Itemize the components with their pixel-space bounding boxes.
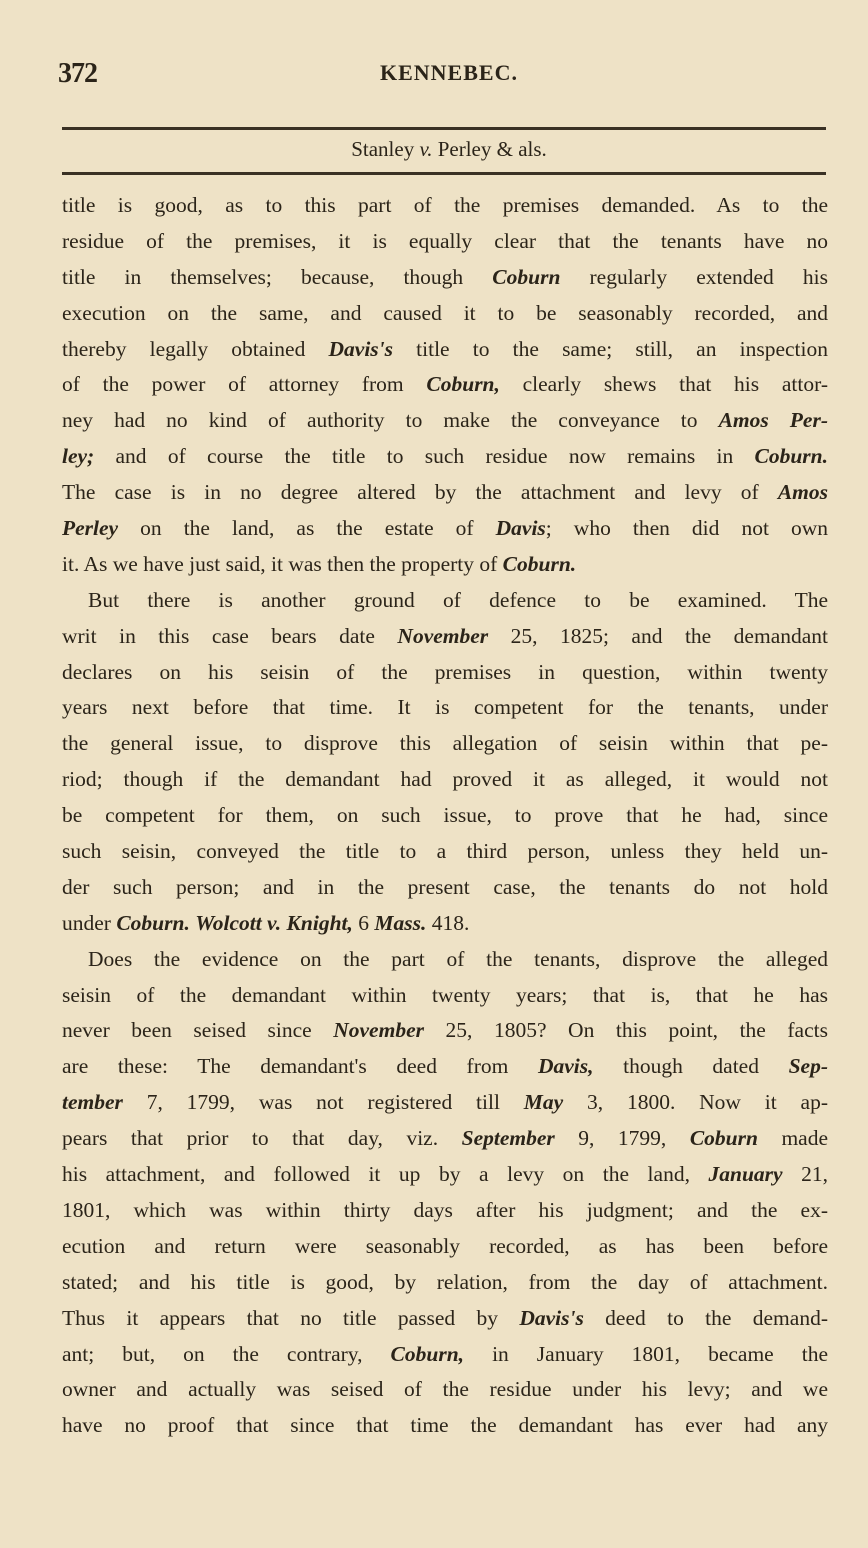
italic-text: Coburn, bbox=[390, 1341, 465, 1366]
text-segment: 3, 1800. Now it ap- bbox=[563, 1090, 828, 1115]
italic-text: May bbox=[523, 1090, 564, 1115]
text-segment: made bbox=[757, 1126, 829, 1151]
text-line bbox=[62, 1265, 828, 1301]
text-segment: ecution and return were seasonably recorded, as has been before bbox=[62, 1233, 828, 1258]
text-segment: residue of the premises, it is equally clear that the tenants have no bbox=[62, 228, 828, 253]
text-segment: writ in this case bears date bbox=[62, 623, 398, 648]
text-line bbox=[62, 690, 828, 726]
text-segment: deed to the demand- bbox=[583, 1305, 828, 1330]
text-segment: thereby legally obtained bbox=[62, 336, 329, 361]
text-line bbox=[62, 655, 828, 691]
text-segment: 6 bbox=[352, 910, 375, 935]
text-line bbox=[62, 367, 828, 403]
italic-text: Davis, bbox=[537, 1054, 594, 1079]
text-line bbox=[62, 439, 828, 475]
text-segment: title is good, as to this part of the premises demanded. As to the bbox=[62, 193, 828, 217]
italic-text: Amos bbox=[777, 480, 828, 505]
text-line bbox=[62, 906, 828, 942]
text-line bbox=[62, 1337, 828, 1373]
page-number: 372 bbox=[58, 58, 97, 89]
text-segment: though dated bbox=[593, 1054, 789, 1079]
text-segment: are these: The demandant's deed from bbox=[62, 1054, 538, 1079]
text-segment: in January 1801, became the bbox=[464, 1341, 828, 1366]
italic-text: November bbox=[397, 623, 489, 648]
top-rule bbox=[62, 127, 826, 130]
text-segment: owner and actually was seised of the residue under his levy; and we bbox=[62, 1377, 828, 1402]
italic-text: Sep- bbox=[788, 1054, 828, 1079]
italic-text: Mass. bbox=[374, 910, 427, 935]
italic-text: Coburn bbox=[492, 264, 561, 289]
text-line bbox=[62, 403, 828, 439]
text-segment: ney had no kind of authority to make the conveyance to bbox=[62, 408, 719, 433]
text-line bbox=[62, 188, 828, 224]
text-line bbox=[62, 726, 828, 762]
text-line bbox=[62, 332, 828, 368]
text-segment: regularly extended his bbox=[560, 264, 828, 289]
text-line bbox=[62, 296, 828, 332]
text-line bbox=[62, 1013, 828, 1049]
text-line bbox=[62, 583, 828, 619]
text-segment: be competent for them, on such issue, to prove that he had, since bbox=[62, 803, 828, 828]
text-line bbox=[62, 1408, 828, 1444]
text-segment: But there is another ground of defence to be examined. The bbox=[88, 587, 828, 612]
text-segment: Does the evidence on the part of the tenants, disprove the alleged bbox=[88, 946, 828, 971]
italic-text: Davis's bbox=[519, 1305, 584, 1330]
text-segment: ant; but, on the contrary, bbox=[62, 1341, 391, 1366]
running-head: KENNEBEC. bbox=[380, 60, 518, 85]
text-segment: of the power of attorney from bbox=[62, 372, 427, 397]
italic-text: Coburn. bbox=[116, 910, 190, 935]
text-line bbox=[62, 547, 828, 583]
italic-text: Davis bbox=[495, 516, 546, 541]
text-segment: 418. bbox=[426, 910, 470, 935]
text-line bbox=[62, 619, 828, 655]
case-title-defendant: Perley & als. bbox=[432, 137, 547, 161]
text-segment: the general issue, to disprove this allegation of seisin within that pe- bbox=[62, 731, 828, 756]
italic-text: Wolcott v. Knight, bbox=[195, 910, 353, 935]
text-segment: and of course the title to such residue now remains in bbox=[94, 444, 755, 469]
text-segment: stated; and his title is good, by relation, from the day of attachment. bbox=[62, 1269, 828, 1294]
italic-text: September bbox=[461, 1126, 555, 1151]
text-segment: pears that prior to that day, viz. bbox=[62, 1126, 462, 1151]
text-segment: years next before that time. It is competent for the tenants, under bbox=[62, 695, 828, 720]
italic-text: Amos Per- bbox=[718, 408, 829, 433]
text-line bbox=[62, 1049, 828, 1085]
text-segment: Thus it appears that no title passed by bbox=[62, 1305, 520, 1330]
text-segment: der such person; and in the present case, the tenants do not hold bbox=[62, 874, 828, 899]
italic-text: Coburn. bbox=[754, 444, 828, 469]
case-title-versus: v. bbox=[419, 137, 433, 161]
text-segment: The case is in no degree altered by the attachment and levy of bbox=[62, 480, 778, 505]
italic-text: Perley bbox=[62, 516, 119, 541]
italic-text: November bbox=[333, 1018, 424, 1043]
italic-text: Coburn bbox=[689, 1126, 758, 1151]
text-line bbox=[62, 1372, 828, 1408]
text-segment: it. As we have just said, it was then the property of bbox=[62, 551, 503, 576]
body-text bbox=[62, 188, 828, 1444]
italic-text: Davis's bbox=[328, 336, 393, 361]
text-segment: 9, 1799, bbox=[554, 1126, 690, 1151]
text-segment: under bbox=[62, 910, 117, 935]
text-line bbox=[62, 942, 828, 978]
text-line bbox=[62, 798, 828, 834]
text-line bbox=[62, 1301, 828, 1337]
italic-text: January bbox=[708, 1162, 783, 1187]
italic-text: tember bbox=[62, 1090, 123, 1115]
text-segment: have no proof that since that time the demandant has ever had any bbox=[62, 1413, 828, 1438]
text-segment: 25, 1805? On this point, the facts bbox=[423, 1018, 828, 1043]
text-line bbox=[62, 1085, 828, 1121]
bottom-rule bbox=[62, 172, 826, 175]
text-segment: 7, 1799, was not registered till bbox=[122, 1090, 524, 1115]
text-line bbox=[62, 834, 828, 870]
case-title bbox=[0, 137, 868, 162]
text-segment: title to the same; still, an inspection bbox=[393, 336, 828, 361]
italic-text: Coburn. bbox=[502, 551, 577, 576]
italic-text: Coburn, bbox=[426, 372, 500, 397]
text-segment: on the land, as the estate of bbox=[118, 516, 496, 541]
text-line bbox=[62, 224, 828, 260]
text-segment: such seisin, conveyed the title to a third person, unless they held un- bbox=[62, 839, 828, 864]
text-segment: clearly shews that his attor- bbox=[499, 372, 828, 397]
text-line bbox=[62, 762, 828, 798]
text-segment: ; who then did not own bbox=[545, 516, 828, 541]
text-segment: 21, bbox=[782, 1162, 829, 1187]
text-line bbox=[62, 475, 828, 511]
text-line bbox=[62, 1193, 828, 1229]
text-line bbox=[62, 870, 828, 906]
text-segment: 25, 1825; and the demandant bbox=[488, 623, 829, 648]
text-segment: title in themselves; because, though bbox=[62, 264, 493, 289]
text-line bbox=[62, 1229, 828, 1265]
text-segment: never been seised since bbox=[62, 1018, 334, 1043]
text-segment: his attachment, and followed it up by a levy on the land, bbox=[62, 1162, 709, 1187]
text-segment: 1801, which was within thirty days after his judgment; and the ex- bbox=[62, 1197, 828, 1222]
text-segment: declares on his seisin of the premises in question, within twenty bbox=[62, 659, 828, 684]
text-segment: execution on the same, and caused it to be seasonably recorded, and bbox=[62, 300, 828, 325]
italic-text: ley; bbox=[62, 444, 95, 469]
text-segment: riod; though if the demandant had proved it as alleged, it would not bbox=[62, 767, 828, 792]
text-line bbox=[62, 978, 828, 1014]
case-title-plaintiff: Stanley bbox=[351, 137, 420, 161]
text-line bbox=[62, 260, 828, 296]
text-line bbox=[62, 1157, 828, 1193]
text-line bbox=[62, 1121, 828, 1157]
text-segment: seisin of the demandant within twenty years; that is, that he has bbox=[62, 982, 828, 1007]
text-line bbox=[62, 511, 828, 547]
